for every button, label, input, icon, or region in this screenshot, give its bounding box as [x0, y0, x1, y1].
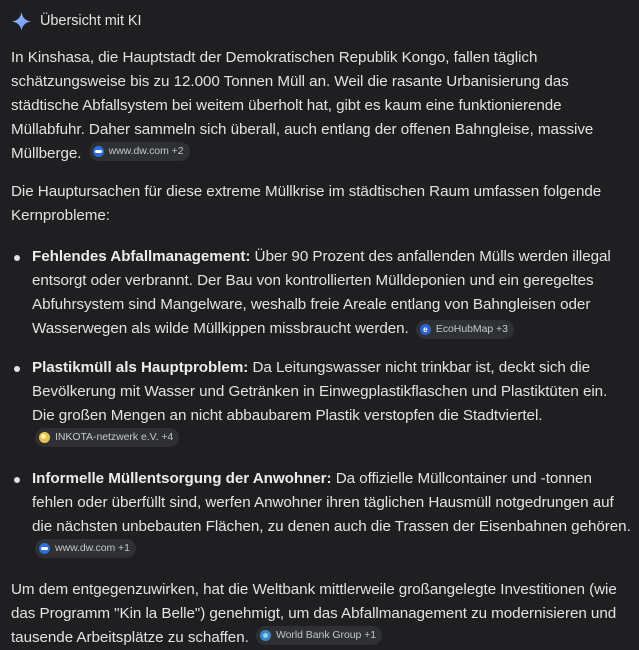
source-chip-dw[interactable] [89, 142, 190, 161]
source-chip-dw[interactable] [35, 539, 136, 558]
source-chip-label: INKOTA-netzwerk e.V. +4 [55, 431, 174, 443]
bullet-dot [14, 477, 20, 483]
source-chip-ecohubmap[interactable] [416, 320, 514, 339]
list-item-text: Da offizielle Müllcontainer und -tonnen fehlen oder überfüllt sind, werfen Anwohner ihren täglichen Hausmüll notgedrungen auf die nächsten unbebauten Flächen, zu denen auch die Trassen der Eisenbahnen gehören. [32, 470, 631, 535]
ai-overview-header [11, 8, 142, 34]
list-item-heading: Plastikmüll als Hauptproblem: [32, 359, 249, 376]
source-chip-worldbank[interactable] [256, 626, 382, 645]
causes-list [11, 245, 633, 563]
dw-logo-icon [39, 543, 50, 554]
source-chip-inkota[interactable] [35, 428, 179, 447]
source-chip-label: World Bank Group +1 [275, 629, 377, 641]
list-item-text: Da Leitungswasser nicht trinkbar ist, deckt sich die Bevölkerung mit Wasser und Getränken in Einwegplastikflaschen und Plastiktüten ein. Die großen Mengen an nicht abbaubarem Plastik verstopfen die Stadtviertel. [32, 359, 608, 424]
list-item-heading: Informelle Müllentsorgung der Anwohner: [32, 470, 332, 487]
inkota-logo-icon [39, 432, 50, 443]
source-chip-label: www.dw.com +2 [108, 145, 184, 157]
ecohubmap-logo-icon: e [420, 324, 431, 335]
list-item [11, 245, 633, 341]
list-item [11, 467, 633, 563]
closing-text: Um dem entgegenzuwirken, hat die Weltbank mittlerweile großangelegte Investitionen (wie das Programm "Kin la Belle") genehmigt, um das Abfallmanagement zu modernisieren und tausende Arbeitsplätze zu schaffen. [11, 581, 617, 646]
causes-intro-paragraph: Die Hauptursachen für diese extreme Müllkrise im städtischen Raum umfassen folgende Kernprobleme: [11, 183, 602, 224]
list-item-text: Über 90 Prozent des anfallenden Mülls werden illegal entsorgt oder verbrannt. Der Bau von kontrollierten Mülldeponien und ein geregeltes Abfuhrsystem sind Mangelware, weshalb freie Areale entlang von Bahngleisen oder Wasserwegen als wilde Müllkippen missbraucht werden. [32, 248, 611, 337]
ai-overview-title: Übersicht mit KI [40, 13, 142, 29]
source-chip-label: EcoHubMap +3 [435, 323, 508, 335]
intro-paragraph [11, 46, 633, 166]
world-bank-logo-icon [260, 630, 271, 641]
intro-text: In Kinshasa, die Hauptstadt der Demokratischen Republik Kongo, fallen täglich schätzungsweise bis zu 12.000 Tonnen Müll an. Weil die rasante Urbanisierung das städtische Abfallsystem bei weitem überholt hat, gibt es kaum eine funktionierende Müllabfuhr. Daher sammeln sich überall, auch entlang der offenen Bahngleise, massive Müllberge. [11, 49, 594, 162]
list-item-heading: Fehlendes Abfallmanagement: [32, 248, 251, 265]
dw-logo-icon [93, 146, 104, 157]
ai-overview-content [11, 46, 633, 650]
sparkle-icon [11, 11, 32, 32]
source-chip-label: www.dw.com +1 [55, 542, 130, 554]
closing-paragraph [11, 578, 633, 650]
list-item [11, 356, 633, 452]
bullet-dot [14, 255, 20, 261]
bullet-dot [14, 366, 20, 372]
